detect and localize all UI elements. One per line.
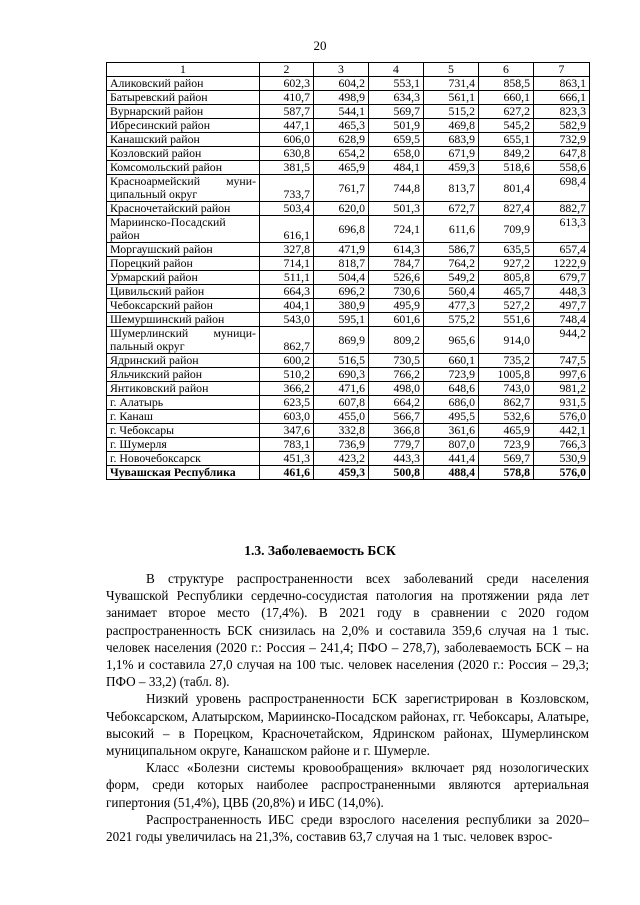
column-header: 7 — [534, 63, 590, 77]
value-cell: 569,7 — [479, 452, 534, 466]
region-name-line: Шумерлинский муници- — [110, 326, 256, 340]
value-cell: 997,6 — [534, 368, 590, 382]
region-name — [107, 175, 260, 202]
region-name: Ибресинский район — [107, 119, 260, 133]
value-cell: 497,7 — [534, 299, 590, 313]
table-body — [107, 63, 590, 480]
value-cell: 332,8 — [314, 424, 369, 438]
value-cell: 657,4 — [534, 243, 590, 257]
value-cell: 761,7 — [314, 175, 369, 202]
value-cell: 455,0 — [314, 410, 369, 424]
value-cell: 805,8 — [479, 271, 534, 285]
value-cell: 366,8 — [369, 424, 424, 438]
table-row — [107, 119, 590, 133]
value-cell: 442,1 — [534, 424, 590, 438]
value-cell: 660,1 — [479, 91, 534, 105]
region-name-line: район — [110, 228, 140, 242]
value-cell: 443,3 — [369, 452, 424, 466]
value-cell: 587,7 — [260, 105, 314, 119]
table-row — [107, 257, 590, 271]
value-cell: 545,2 — [479, 119, 534, 133]
value-cell: 498,9 — [314, 91, 369, 105]
column-header: 1 — [107, 63, 260, 77]
table-row — [107, 313, 590, 327]
value-cell: 882,7 — [534, 202, 590, 216]
paragraph: В структуре распространенности всех заболеваний среди населения Чувашской Республики сердечно-сосудистая патология на протяжении ряда лет занимает второе место (17,4%). В 2021 году в сравнении с 2020 годом распространенность БСК снизилась на 2,0% и составила 359,6 случая на 1 тыс. человек населения (2020 г.: Россия – 241,4; ПФО – 278,7), заболеваемость БСК – на 1,1% и составила 27,0 случая на 100 тыс. человек населения (2020 г.: Россия – 29,3; ПФО – 33,2) (табл. 8). — [106, 571, 589, 690]
table-row — [107, 147, 590, 161]
table-row — [107, 77, 590, 91]
value-cell: 516,5 — [314, 354, 369, 368]
column-header: 3 — [314, 63, 369, 77]
value-cell: 683,9 — [424, 133, 479, 147]
value-cell: 601,6 — [369, 313, 424, 327]
value-cell: 696,8 — [314, 216, 369, 243]
table-row — [107, 438, 590, 452]
value-cell: 664,2 — [369, 396, 424, 410]
value-cell: 607,8 — [314, 396, 369, 410]
value-cell: 671,9 — [424, 147, 479, 161]
paragraph: Класс «Болезни системы кровообращения» включает ряд нозологических форм, среди которых наиболее распространенными являются артериальная гипертония (51,4%), ЦВБ (20,8%) и ИБС (14,0%). — [106, 760, 589, 810]
value-cell: 500,8 — [369, 466, 424, 480]
region-name-line: Красноармейский муни- — [110, 174, 256, 188]
value-cell: 698,4 — [534, 175, 590, 202]
table-row — [107, 368, 590, 382]
value-cell: 732,9 — [534, 133, 590, 147]
value-cell: 690,3 — [314, 368, 369, 382]
value-cell: 634,3 — [369, 91, 424, 105]
region-name: Ядринский район — [107, 354, 260, 368]
value-cell: 441,4 — [424, 452, 479, 466]
value-cell: 543,0 — [260, 313, 314, 327]
table-total-row — [107, 466, 590, 480]
value-cell: 578,8 — [479, 466, 534, 480]
value-cell: 602,3 — [260, 77, 314, 91]
value-cell: 616,1 — [260, 216, 314, 243]
value-cell: 1005,8 — [479, 368, 534, 382]
value-cell: 766,3 — [534, 438, 590, 452]
value-cell: 501,9 — [369, 119, 424, 133]
value-cell: 863,1 — [534, 77, 590, 91]
value-cell: 582,9 — [534, 119, 590, 133]
value-cell: 549,2 — [424, 271, 479, 285]
value-cell: 764,2 — [424, 257, 479, 271]
table-header-row — [107, 63, 590, 77]
value-cell: 654,2 — [314, 147, 369, 161]
value-cell: 613,3 — [534, 216, 590, 243]
value-cell: 927,2 — [479, 257, 534, 271]
table-row — [107, 327, 590, 354]
table-row — [107, 216, 590, 243]
value-cell: 744,8 — [369, 175, 424, 202]
value-cell: 465,9 — [479, 424, 534, 438]
value-cell: 614,3 — [369, 243, 424, 257]
region-name: г. Шумерля — [107, 438, 260, 452]
value-cell: 623,5 — [260, 396, 314, 410]
value-cell: 558,6 — [534, 161, 590, 175]
region-name: Батыревский район — [107, 91, 260, 105]
value-cell: 603,0 — [260, 410, 314, 424]
value-cell: 501,3 — [369, 202, 424, 216]
value-cell: 423,2 — [314, 452, 369, 466]
region-name: г. Алатырь — [107, 396, 260, 410]
value-cell: 1222,9 — [534, 257, 590, 271]
table-row — [107, 396, 590, 410]
value-cell: 380,9 — [314, 299, 369, 313]
body-text — [106, 570, 589, 845]
value-cell: 748,4 — [534, 313, 590, 327]
region-name: г. Чебоксары — [107, 424, 260, 438]
paragraph: Низкий уровень распространенности БСК зарегистрирован в Козловском, Чебоксарском, Алатырском, Мариинско-Посадском районах, гг. Чебоксары, Алатыре, высокий – в Порецком, Красночетайском, Ядринском районах, Шумерлинском муниципальном округе, Канашском районе и г. Шумерле. — [106, 691, 589, 759]
value-cell: 672,7 — [424, 202, 479, 216]
table-row — [107, 285, 590, 299]
value-cell: 518,6 — [479, 161, 534, 175]
value-cell: 510,2 — [260, 368, 314, 382]
value-cell: 448,3 — [534, 285, 590, 299]
region-name — [107, 216, 260, 243]
value-cell: 327,8 — [260, 243, 314, 257]
table-row — [107, 382, 590, 396]
value-cell: 801,4 — [479, 175, 534, 202]
value-cell: 627,2 — [479, 105, 534, 119]
value-cell: 730,5 — [369, 354, 424, 368]
value-cell: 410,7 — [260, 91, 314, 105]
value-cell: 465,9 — [314, 161, 369, 175]
value-cell: 809,2 — [369, 327, 424, 354]
value-cell: 447,1 — [260, 119, 314, 133]
region-name: Вурнарский район — [107, 105, 260, 119]
column-header: 2 — [260, 63, 314, 77]
value-cell: 495,5 — [424, 410, 479, 424]
page-number: 20 — [313, 38, 327, 53]
value-cell: 714,1 — [260, 257, 314, 271]
region-name: Канашский район — [107, 133, 260, 147]
region-name: г. Канаш — [107, 410, 260, 424]
value-cell: 849,2 — [479, 147, 534, 161]
value-cell: 553,1 — [369, 77, 424, 91]
table-row — [107, 161, 590, 175]
value-cell: 465,7 — [479, 285, 534, 299]
value-cell: 527,2 — [479, 299, 534, 313]
regional-data-table — [106, 62, 590, 480]
value-cell: 659,5 — [369, 133, 424, 147]
table-row — [107, 410, 590, 424]
value-cell: 600,2 — [260, 354, 314, 368]
value-cell: 736,9 — [314, 438, 369, 452]
value-cell: 696,2 — [314, 285, 369, 299]
value-cell: 611,6 — [424, 216, 479, 243]
region-name: г. Новочебоксарск — [107, 452, 260, 466]
value-cell: 551,6 — [479, 313, 534, 327]
value-cell: 620,0 — [314, 202, 369, 216]
value-cell: 561,1 — [424, 91, 479, 105]
value-cell: 471,6 — [314, 382, 369, 396]
section-heading: 1.3. Заболеваемость БСК — [244, 543, 396, 558]
value-cell: 862,7 — [479, 396, 534, 410]
column-header: 4 — [369, 63, 424, 77]
table-row — [107, 424, 590, 438]
value-cell: 465,3 — [314, 119, 369, 133]
value-cell: 658,0 — [369, 147, 424, 161]
value-cell: 575,2 — [424, 313, 479, 327]
region-name: Шемуршинский район — [107, 313, 260, 327]
value-cell: 515,2 — [424, 105, 479, 119]
value-cell: 664,3 — [260, 285, 314, 299]
region-name: Красночетайский район — [107, 202, 260, 216]
value-cell: 576,0 — [534, 410, 590, 424]
value-cell: 361,6 — [424, 424, 479, 438]
value-cell: 709,9 — [479, 216, 534, 243]
region-name: Урмарский район — [107, 271, 260, 285]
paragraph: Распространенность ИБС среди взрослого населения республики за 2020–2021 годы увеличилась на 21,3%, составив 63,7 случая на 1 тыс. человек взрос- — [106, 811, 589, 845]
value-cell: 944,2 — [534, 327, 590, 354]
table-row — [107, 452, 590, 466]
value-cell: 459,3 — [424, 161, 479, 175]
value-cell: 858,5 — [479, 77, 534, 91]
region-name: Моргаушский район — [107, 243, 260, 257]
value-cell: 827,4 — [479, 202, 534, 216]
value-cell: 530,9 — [534, 452, 590, 466]
value-cell: 586,7 — [424, 243, 479, 257]
value-cell: 484,1 — [369, 161, 424, 175]
region-name: Чебоксарский район — [107, 299, 260, 313]
value-cell: 504,4 — [314, 271, 369, 285]
value-cell: 576,0 — [534, 466, 590, 480]
table-row — [107, 91, 590, 105]
value-cell: 914,0 — [479, 327, 534, 354]
value-cell: 532,6 — [479, 410, 534, 424]
value-cell: 569,7 — [369, 105, 424, 119]
value-cell: 679,7 — [534, 271, 590, 285]
value-cell: 526,6 — [369, 271, 424, 285]
value-cell: 451,3 — [260, 452, 314, 466]
value-cell: 595,1 — [314, 313, 369, 327]
region-name: Комсомольский район — [107, 161, 260, 175]
table-row — [107, 133, 590, 147]
value-cell: 459,3 — [314, 466, 369, 480]
value-cell: 723,9 — [424, 368, 479, 382]
region-name: Янтиковский район — [107, 382, 260, 396]
value-cell: 606,0 — [260, 133, 314, 147]
value-cell: 813,7 — [424, 175, 479, 202]
value-cell: 544,1 — [314, 105, 369, 119]
value-cell: 743,0 — [479, 382, 534, 396]
value-cell: 381,5 — [260, 161, 314, 175]
region-name: Аликовский район — [107, 77, 260, 91]
value-cell: 733,7 — [260, 175, 314, 202]
region-name: Яльчикский район — [107, 368, 260, 382]
value-cell: 660,1 — [424, 354, 479, 368]
value-cell: 469,8 — [424, 119, 479, 133]
value-cell: 931,5 — [534, 396, 590, 410]
value-cell: 511,1 — [260, 271, 314, 285]
value-cell: 747,5 — [534, 354, 590, 368]
region-name-line: Мариинско-Посадский — [110, 215, 226, 229]
table-row — [107, 243, 590, 257]
value-cell: 366,2 — [260, 382, 314, 396]
value-cell: 735,2 — [479, 354, 534, 368]
value-cell: 503,4 — [260, 202, 314, 216]
value-cell: 981,2 — [534, 382, 590, 396]
value-cell: 647,8 — [534, 147, 590, 161]
value-cell: 630,8 — [260, 147, 314, 161]
region-name-line: ципальный округ — [110, 187, 198, 201]
table-row — [107, 105, 590, 119]
value-cell: 604,2 — [314, 77, 369, 91]
value-cell: 477,3 — [424, 299, 479, 313]
value-cell: 635,5 — [479, 243, 534, 257]
value-cell: 807,0 — [424, 438, 479, 452]
region-name — [107, 327, 260, 354]
value-cell: 686,0 — [424, 396, 479, 410]
region-name-line: пальный округ — [110, 339, 185, 353]
table-row — [107, 202, 590, 216]
table-row — [107, 175, 590, 202]
value-cell: 560,4 — [424, 285, 479, 299]
value-cell: 784,7 — [369, 257, 424, 271]
value-cell: 461,6 — [260, 466, 314, 480]
value-cell: 471,9 — [314, 243, 369, 257]
value-cell: 779,7 — [369, 438, 424, 452]
value-cell: 823,3 — [534, 105, 590, 119]
value-cell: 723,9 — [479, 438, 534, 452]
region-name: Порецкий район — [107, 257, 260, 271]
value-cell: 666,1 — [534, 91, 590, 105]
table-row — [107, 271, 590, 285]
region-name: Чувашская Республика — [107, 466, 260, 480]
column-header: 5 — [424, 63, 479, 77]
value-cell: 347,6 — [260, 424, 314, 438]
column-header: 6 — [479, 63, 534, 77]
value-cell: 869,9 — [314, 327, 369, 354]
value-cell: 498,0 — [369, 382, 424, 396]
value-cell: 766,2 — [369, 368, 424, 382]
value-cell: 724,1 — [369, 216, 424, 243]
value-cell: 566,7 — [369, 410, 424, 424]
value-cell: 818,7 — [314, 257, 369, 271]
value-cell: 965,6 — [424, 327, 479, 354]
value-cell: 495,9 — [369, 299, 424, 313]
region-name: Цивильский район — [107, 285, 260, 299]
value-cell: 862,7 — [260, 327, 314, 354]
value-cell: 730,6 — [369, 285, 424, 299]
region-name: Козловский район — [107, 147, 260, 161]
value-cell: 648,6 — [424, 382, 479, 396]
value-cell: 404,1 — [260, 299, 314, 313]
table-row — [107, 354, 590, 368]
value-cell: 731,4 — [424, 77, 479, 91]
value-cell: 488,4 — [424, 466, 479, 480]
value-cell: 655,1 — [479, 133, 534, 147]
value-cell: 783,1 — [260, 438, 314, 452]
value-cell: 628,9 — [314, 133, 369, 147]
table-row — [107, 299, 590, 313]
